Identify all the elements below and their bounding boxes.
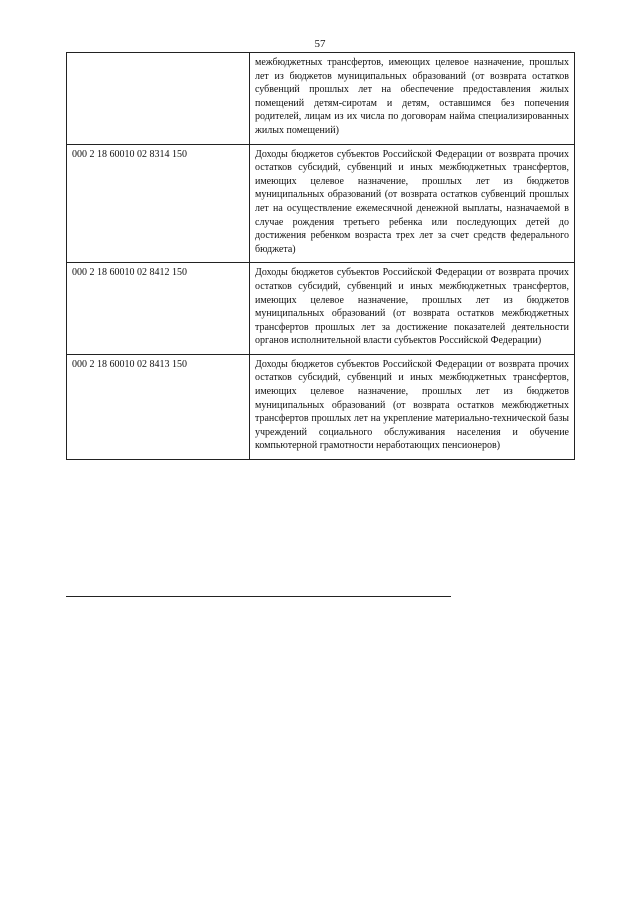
page-number: 57	[314, 38, 326, 50]
table-row	[67, 53, 575, 145]
budget-code-cell: 000 2 18 60010 02 8413 150	[67, 354, 250, 459]
table-row	[67, 263, 575, 355]
table-row	[67, 144, 575, 263]
description-cell: Доходы бюджетов субъектов Российской Федерации от возврата прочих остатков субсидий, субвенций и иных межбюджетных трансфертов, имеющих целевое назначение, прошлых лет из бюджетов муниципальных образований (от возврата остатков субвенций прошлых лет на осуществление ежемесячной денежной выплаты, назначаемой в случае рождения третьего ребенка или последующих детей до достижения ребенком возраста трех лет за счет средств федерального бюджета)	[250, 144, 575, 263]
description-cell: Доходы бюджетов субъектов Российской Федерации от возврата прочих остатков субсидий, субвенций и иных межбюджетных трансфертов, имеющих целевое назначение, прошлых лет из бюджетов муниципальных образований (от возврата остатков межбюджетных трансфертов прошлых лет на укрепление материально-технической базы учреждений социального обслуживания населения и обучение компьютерной грамотности неработающих пенсионеров)	[250, 354, 575, 459]
budget-code-cell	[67, 53, 250, 145]
table-row	[67, 354, 575, 459]
budget-code-cell: 000 2 18 60010 02 8314 150	[67, 144, 250, 263]
description-cell: Доходы бюджетов субъектов Российской Федерации от возврата прочих остатков субсидий, субвенций и иных межбюджетных трансфертов, имеющих целевое назначение, прошлых лет из бюджетов муниципальных образований (от возврата остатков межбюджетных трансфертов прошлых лет за достижение показателей деятельности органов исполнительной власти субъектов Российской Федерации)	[250, 263, 575, 355]
footnote-separator-line	[66, 596, 451, 597]
description-cell: межбюджетных трансфертов, имеющих целевое назначение, прошлых лет из бюджетов муниципальных образований (от возврата остатков субвенций прошлых лет на обеспечение предоставления жилых помещений детям-сиротам и детям, оставшимся без попечения родителей, лицам из их числа по договорам найма специализированных жилых помещений)	[250, 53, 575, 145]
budget-code-table	[66, 52, 575, 460]
budget-code-cell: 000 2 18 60010 02 8412 150	[67, 263, 250, 355]
